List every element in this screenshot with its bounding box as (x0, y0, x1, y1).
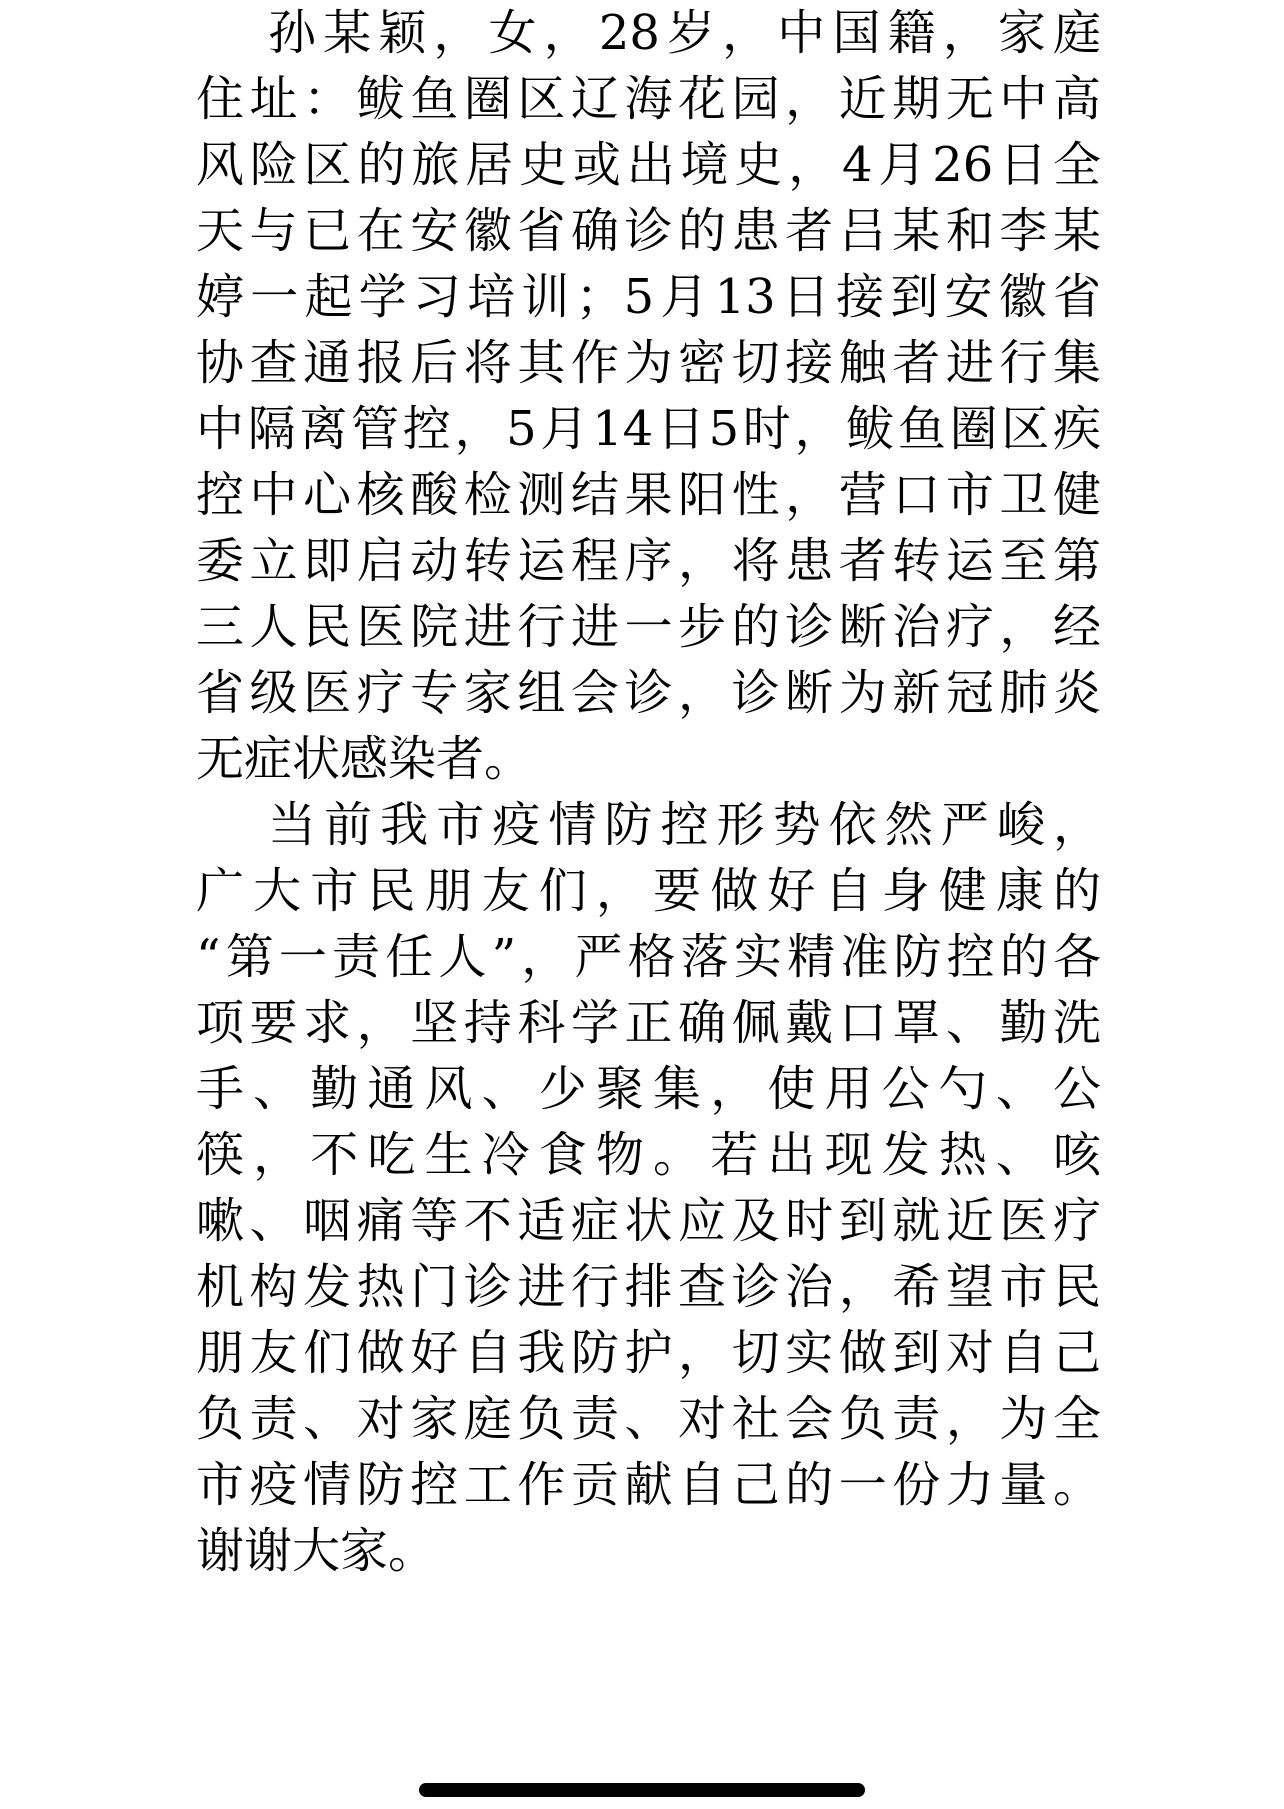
text-line: 项要求，坚持科学正确佩戴口罩、勤洗 (196, 995, 1101, 1051)
text-line: 当前我市疫情防控形势依然严峻， (268, 797, 1101, 853)
text-line: 控中心核酸检测结果阳性，营口市卫健 (196, 467, 1101, 523)
paragraph-2 (196, 792, 1101, 1584)
text-line: 朋友们做好自我防护，切实做到对自己 (196, 1325, 1101, 1381)
text-line: 孙某颖，女，28岁，中国籍，家庭 (268, 5, 1101, 61)
text-line: 协查通报后将其作为密切接触者进行集 (196, 335, 1101, 391)
text-line: 筷，不吃生冷食物。若出现发热、咳 (196, 1127, 1101, 1183)
text-line: “第一责任人”，严格落实精准防控的各 (196, 929, 1101, 985)
text-line: 手、勤通风、少聚集，使用公勺、公 (196, 1061, 1101, 1117)
text-line: 三人民医院进行进一步的诊断治疗，经 (196, 599, 1101, 655)
text-line: 省级医疗专家组会诊，诊断为新冠肺炎 (196, 665, 1101, 721)
text-line: 婷一起学习培训；5月13日接到安徽省 (196, 269, 1101, 325)
text-line: 天与已在安徽省确诊的患者吕某和李某 (196, 203, 1101, 259)
text-line: 谢谢大家。 (196, 1523, 437, 1579)
text-line: 无症状感染者。 (196, 731, 533, 787)
text-line: 中隔离管控，5月14日5时，鲅鱼圈区疾 (196, 401, 1101, 457)
paragraph-1 (196, 0, 1101, 792)
text-line: 机构发热门诊进行排查诊治，希望市民 (196, 1259, 1101, 1315)
text-line: 住址：鲅鱼圈区辽海花园，近期无中高 (196, 71, 1101, 127)
text-line: 嗽、咽痛等不适症状应及时到就近医疗 (196, 1193, 1101, 1249)
text-line: 负责、对家庭负责、对社会负责，为全 (196, 1391, 1101, 1447)
document-body (196, 0, 1101, 1584)
text-line: 委立即启动转运程序，将患者转运至第 (196, 533, 1101, 589)
text-line: 广大市民朋友们，要做好自身健康的 (196, 863, 1101, 919)
home-indicator[interactable] (419, 1783, 865, 1797)
text-line: 风险区的旅居史或出境史，4月26日全 (196, 137, 1101, 193)
text-line: 市疫情防控工作贡献自己的一份力量。 (196, 1457, 1101, 1513)
